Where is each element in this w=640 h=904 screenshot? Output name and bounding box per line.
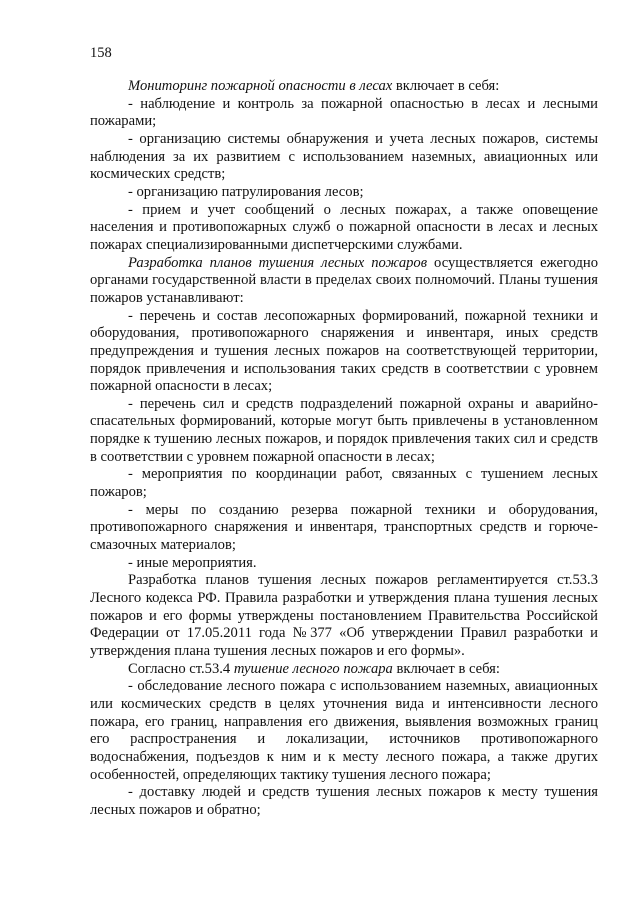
paragraph-text: включает в себя:: [392, 78, 500, 94]
paragraph-regulation: Разработка планов тушения лесных пожаров регламентируется ст.53.3 Лесного кодекса РФ. Правила разработки и утверждения плана тушения лесных пожаров и его формы утверждены постановлением Правительства Российской Федерации от 17.05.2011 года №377 «Об утверждении Правил разработки и утверждения плана тушения лесных пожаров и его формы».: [90, 572, 598, 659]
paragraph-text: включает в себя:: [392, 660, 500, 677]
paragraph-extinguishing-intro: [90, 661, 598, 679]
paragraph-text: осуществляется ежегодно органами государственной власти в пределах своих полномочий. Планы тушения пожаров устанавливают:: [90, 254, 598, 306]
list-item: - меры по созданию резерва пожарной техники и оборудования, противопожарного снаряжения и инвентаря, транспортных средств и горюче-смазочных материалов;: [90, 501, 598, 554]
list-item: - прием и учет сообщений о лесных пожарах, а также оповещение населения и противопожарных служб о пожарной опасности в лесах и лесных пожарах специализированными диспетчерскими службами.: [90, 201, 598, 253]
list-item: - обследование лесного пожара с использованием наземных, авиационных или космических средств в целях уточнения вида и интенсивности лесного пожара, его границ, направления его движения, выявления возможных границ его распространения и локализации, источников противопожарного водоснабжения, подъездов к ним и к месту лесного пожара, а также других особенностей, определяющих тактику тушения лесного пожара;: [90, 678, 598, 783]
list-item: - мероприятия по координации работ, связанных с тушением лесных пожаров;: [90, 466, 598, 501]
list-item: - перечень сил и средств подразделений пожарной охраны и аварийно-спасательных формирований, которые могут быть привлечены в установленном порядке к тушению лесных пожаров, и порядок привлечения таких сил и средств в соответствии с уровнем пожарной опасности в лесах;: [90, 395, 598, 465]
list-item: - доставку людей и средств тушения лесных пожаров к месту тушения лесных пожаров и обратно;: [90, 784, 598, 818]
list-item: - иные мероприятия.: [128, 554, 257, 571]
page-number: 158: [90, 45, 112, 61]
list-item: - перечень и состав лесопожарных формирований, пожарной техники и оборудования, противопожарного снаряжения и инвентаря, иных средств предупреждения и тушения лесных пожаров на соответствующей территории, порядок привлечения и использования таких средств в соответствии с уровнем пожарной опасности в лесах;: [90, 307, 598, 395]
paragraph-monitoring-intro: [90, 78, 598, 96]
term-monitoring: Мониторинг пожарной опасности в лесах: [128, 78, 393, 94]
list-item: - организацию системы обнаружения и учета лесных пожаров, системы наблюдения за их развитием с использованием наземных, авиационных или космических средств;: [90, 130, 598, 183]
document-body: [90, 78, 598, 820]
list-item: - наблюдение и контроль за пожарной опасностью в лесах и лесными пожарами;: [90, 95, 598, 130]
list-item: - организацию патрулирования лесов;: [128, 183, 364, 200]
paragraph-plans-intro: [90, 255, 598, 308]
term-plans: Разработка планов тушения лесных пожаров: [128, 254, 428, 271]
term-extinguishing: тушение лесного пожара: [233, 660, 393, 677]
paragraph-text-before: Согласно ст.53.4: [128, 660, 234, 677]
